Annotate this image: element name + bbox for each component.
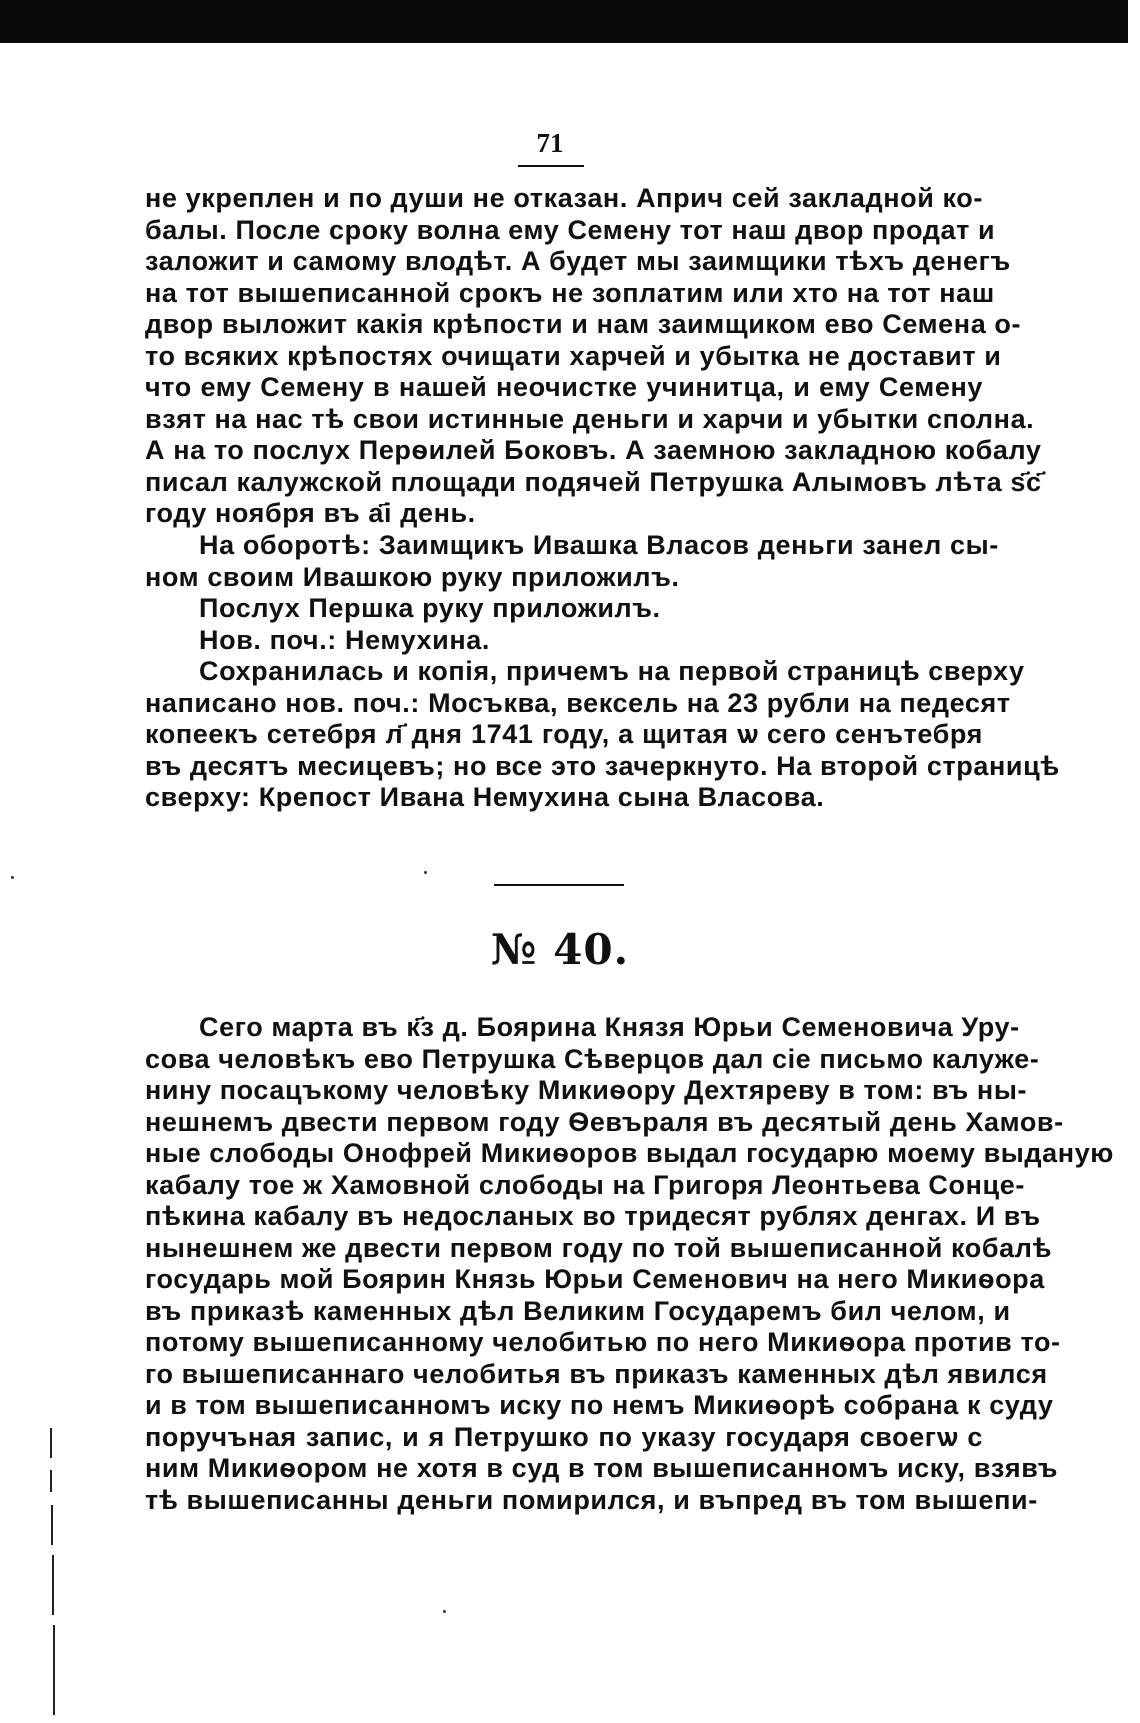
text-line: то всяких крѣпостях очищати харчей и убытка не доставит и (145, 340, 1002, 371)
text-line: сова человѣкъ ево Петрушка Сѣверцов дал сіе письмо калуже- (145, 1043, 1040, 1074)
text-line: потому вышеписанному челобитью по него Микиѳора против то- (145, 1327, 1061, 1357)
scan-margin-mark (52, 1555, 54, 1615)
scan-margin-mark (50, 1470, 52, 1492)
text-line: нину посацъкому человѣку Микиѳору Дехтяреву в том: въ ны- (145, 1075, 1028, 1105)
text-line: на тот вышеписанной срокъ не зоплатим или хто на тот наш (145, 277, 995, 308)
scan-margin-mark (53, 1625, 55, 1715)
text-line: балы. После сроку волна ему Семену тот наш двор продат и (145, 214, 996, 245)
text-line: и в том вышеписанномъ иску по немъ Микиѳорѣ собрана к суду (145, 1390, 1054, 1420)
text-line: ним Микиѳором не хотя в суд в том вышеписанномъ иску, взявъ (145, 1453, 1059, 1483)
text-line: что ему Семену в нашей неочистке учинитца, и ему Семену (145, 372, 983, 402)
text-line: пѣкина кабалу въ недосланых во тридесят рублях денгах. И въ (145, 1201, 1041, 1231)
scan-margin-mark (50, 1428, 52, 1458)
text-line: кабалу тое ж Хамовной слободы на Григоря Леонтьева Сонце- (145, 1169, 1025, 1200)
document-40-text (145, 1012, 1114, 1516)
page-number: 71 (536, 128, 564, 158)
scan-speck (11, 876, 14, 879)
text-line: тѣ вышеписанны деньги помирился, и въпред въ том вышепи- (145, 1484, 1038, 1515)
note-line: Сохранилась и копія, причемъ на первой страницѣ сверху (199, 656, 1025, 686)
note-line: Послух Першка руку приложилъ. (199, 593, 661, 623)
text-line: Сего марта въ к҃з д. Боярина Князя Юрьи Семеновича Уру- (199, 1012, 1020, 1042)
text-line: писал калужской площади подячей Петрушка Алымовъ лѣта ѕ҃с҃ (145, 466, 1042, 497)
text-line: не укреплен и по души не отказан. Априч сей закладной ко- (145, 183, 983, 213)
text-line: взят на нас тѣ свои истинные деньги и харчи и убытки сполна. (145, 403, 1035, 434)
section-title: № 40. (490, 925, 630, 974)
note-line: написано нов. поч.: Мосъква, вексель на 23 рубли на педесят (145, 687, 1011, 718)
editorial-notes (145, 530, 1060, 814)
note-line: На оборотѣ: Заимщикъ Ивашка Власов деньги занел сы- (199, 530, 999, 560)
text-line: ные слободы Онофрей Микиѳоров выдал государю моему выданую (145, 1138, 1114, 1168)
section-divider (494, 884, 624, 886)
scan-speck (424, 871, 427, 874)
text-line: го вышеписаннаго челобитья въ приказъ каменных дѣл явился (145, 1358, 1048, 1389)
text-line: въ приказѣ каменных дѣл Великим Государемъ бил челом, и (145, 1295, 1011, 1326)
note-line: сверху: Крепост Ивана Немухина сына Власова. (145, 782, 825, 812)
note-line: въ десятъ месицевъ; но все это зачеркнуто. На второй страницѣ (145, 750, 1060, 781)
text-line: заложит и самому влодѣт. А будет мы заимщики тѣхъ денегъ (145, 246, 1011, 276)
note-line: копеекъ сетебря л҃ дня 1741 году, а щитая ѡ сего сенътебря (145, 719, 983, 749)
text-line: нынешнем же двести первом году по той вышеписанной кобалѣ (145, 1232, 1053, 1263)
continuation-paragraph (145, 183, 1042, 530)
page-number-rule (518, 165, 584, 167)
text-line: году ноября въ а҃і день. (145, 498, 476, 528)
scan-margin-mark (51, 1505, 53, 1545)
note-line: ном своим Ивашкою руку приложилъ. (145, 561, 680, 592)
text-line: нешнемъ двести первом году Ѳевъраля въ десятый день Хамов- (145, 1106, 1064, 1137)
text-line: поручъная запис, и я Петрушко по указу государя своегѡ с (145, 1421, 983, 1452)
text-line: двор выложит какія крѣпости и нам заимщиком ево Семена о- (145, 309, 1022, 339)
scan-top-border (0, 0, 1128, 43)
text-line: государь мой Боярин Князь Юрьи Семенович на него Микиѳора (145, 1264, 1045, 1294)
note-line: Нов. поч.: Немухина. (199, 624, 490, 655)
scan-speck (443, 1610, 446, 1613)
text-line: А на то послух Перѳилей Боковъ. А заемною закладною кобалу (145, 435, 1042, 465)
